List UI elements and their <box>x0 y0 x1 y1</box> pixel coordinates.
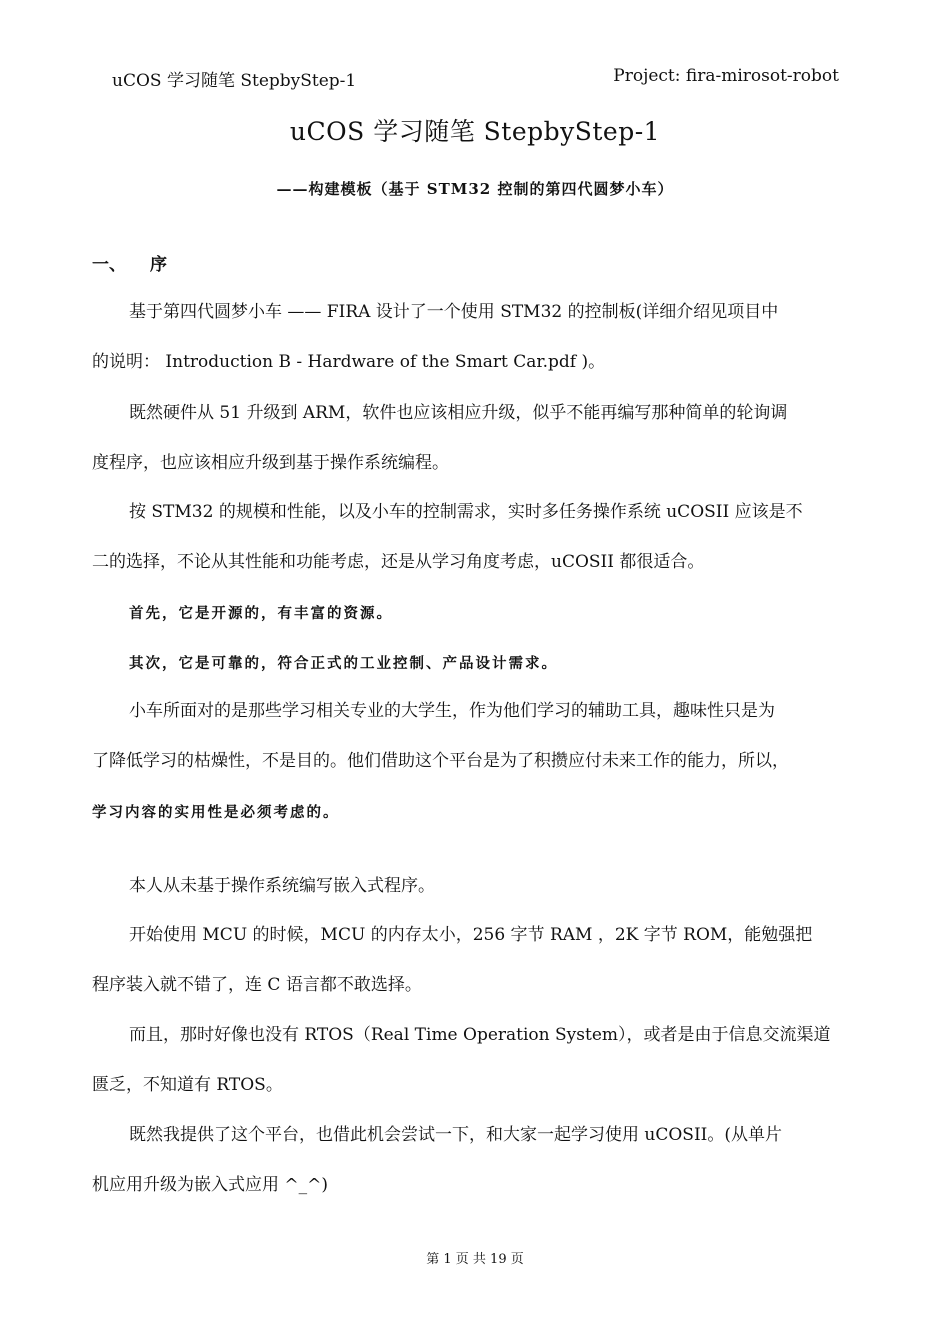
paragraph-line: 二的选择，不论从其性能和功能考虑，还是从学习角度考虑，uCOSII 都很适合。 <box>92 552 705 572</box>
paragraph-line: 而且，那时好像也没有 RTOS（Real Time Operation System），或者是由于信息交流渠道 <box>129 1025 831 1045</box>
section-label: 序 <box>150 255 167 275</box>
paragraph-line: 其次，它是可靠的，符合正式的工业控制、产品设计需求。 <box>129 655 558 672</box>
paragraph-line: 小车所面对的是那些学习相关专业的大学生，作为他们学习的辅助工具，趣味性只是为 <box>129 701 775 721</box>
paragraph-line: 学习内容的实用性是必须考虑的。 <box>92 804 340 821</box>
section-number: 一、 <box>92 255 126 275</box>
paragraph-line: 既然硬件从 51 升级到 ARM，软件也应该相应升级，似乎不能再编写那种简单的轮询调 <box>129 403 788 423</box>
paragraph-line: 首先，它是开源的，有丰富的资源。 <box>129 605 393 622</box>
header-right: Project: fira-mirosot-robot <box>613 66 839 86</box>
paragraph-line: 按 STM32 的规模和性能，以及小车的控制需求，实时多任务操作系统 uCOSII 应该是不 <box>129 502 803 522</box>
paragraph-line: 本人从未基于操作系统编写嵌入式程序。 <box>129 876 435 896</box>
page-title: uCOS 学习随笔 StepbyStep-1 <box>289 117 661 146</box>
paragraph-line: 基于第四代圆梦小车 —— FIRA 设计了一个使用 STM32 的控制板(详细介绍见项目中 <box>129 302 779 322</box>
paragraph-line: 度程序，也应该相应升级到基于操作系统编程。 <box>92 453 449 473</box>
page-subtitle: ——构建模板（基于 STM32 控制的第四代圆梦小车） <box>276 180 674 198</box>
paragraph-line: 的说明： Introduction B - Hardware of the Smart Car.pdf )。 <box>92 352 606 372</box>
paragraph-line: 了降低学习的枯燥性，不是目的。他们借助这个平台是为了积攒应付未来工作的能力，所以， <box>92 751 789 771</box>
paragraph-line: 开始使用 MCU 的时候，MCU 的内存太小，256 字节 RAM ，2K 字节 ROM，能勉强把 <box>129 925 813 945</box>
paragraph-line: 程序装入就不错了，连 C 语言都不敢选择。 <box>92 975 422 995</box>
page-footer: 第 1 页 共 19 页 <box>426 1252 524 1267</box>
paragraph-line: 既然我提供了这个平台，也借此机会尝试一下，和大家一起学习使用 uCOSII。(从单片 <box>129 1125 783 1145</box>
paragraph-line: 匮乏，不知道有 RTOS。 <box>92 1075 283 1095</box>
header-left: uCOS 学习随笔 StepbyStep-1 <box>112 71 357 91</box>
section-heading <box>92 250 167 275</box>
paragraph-line: 机应用升级为嵌入式应用 ^_^) <box>92 1175 329 1195</box>
